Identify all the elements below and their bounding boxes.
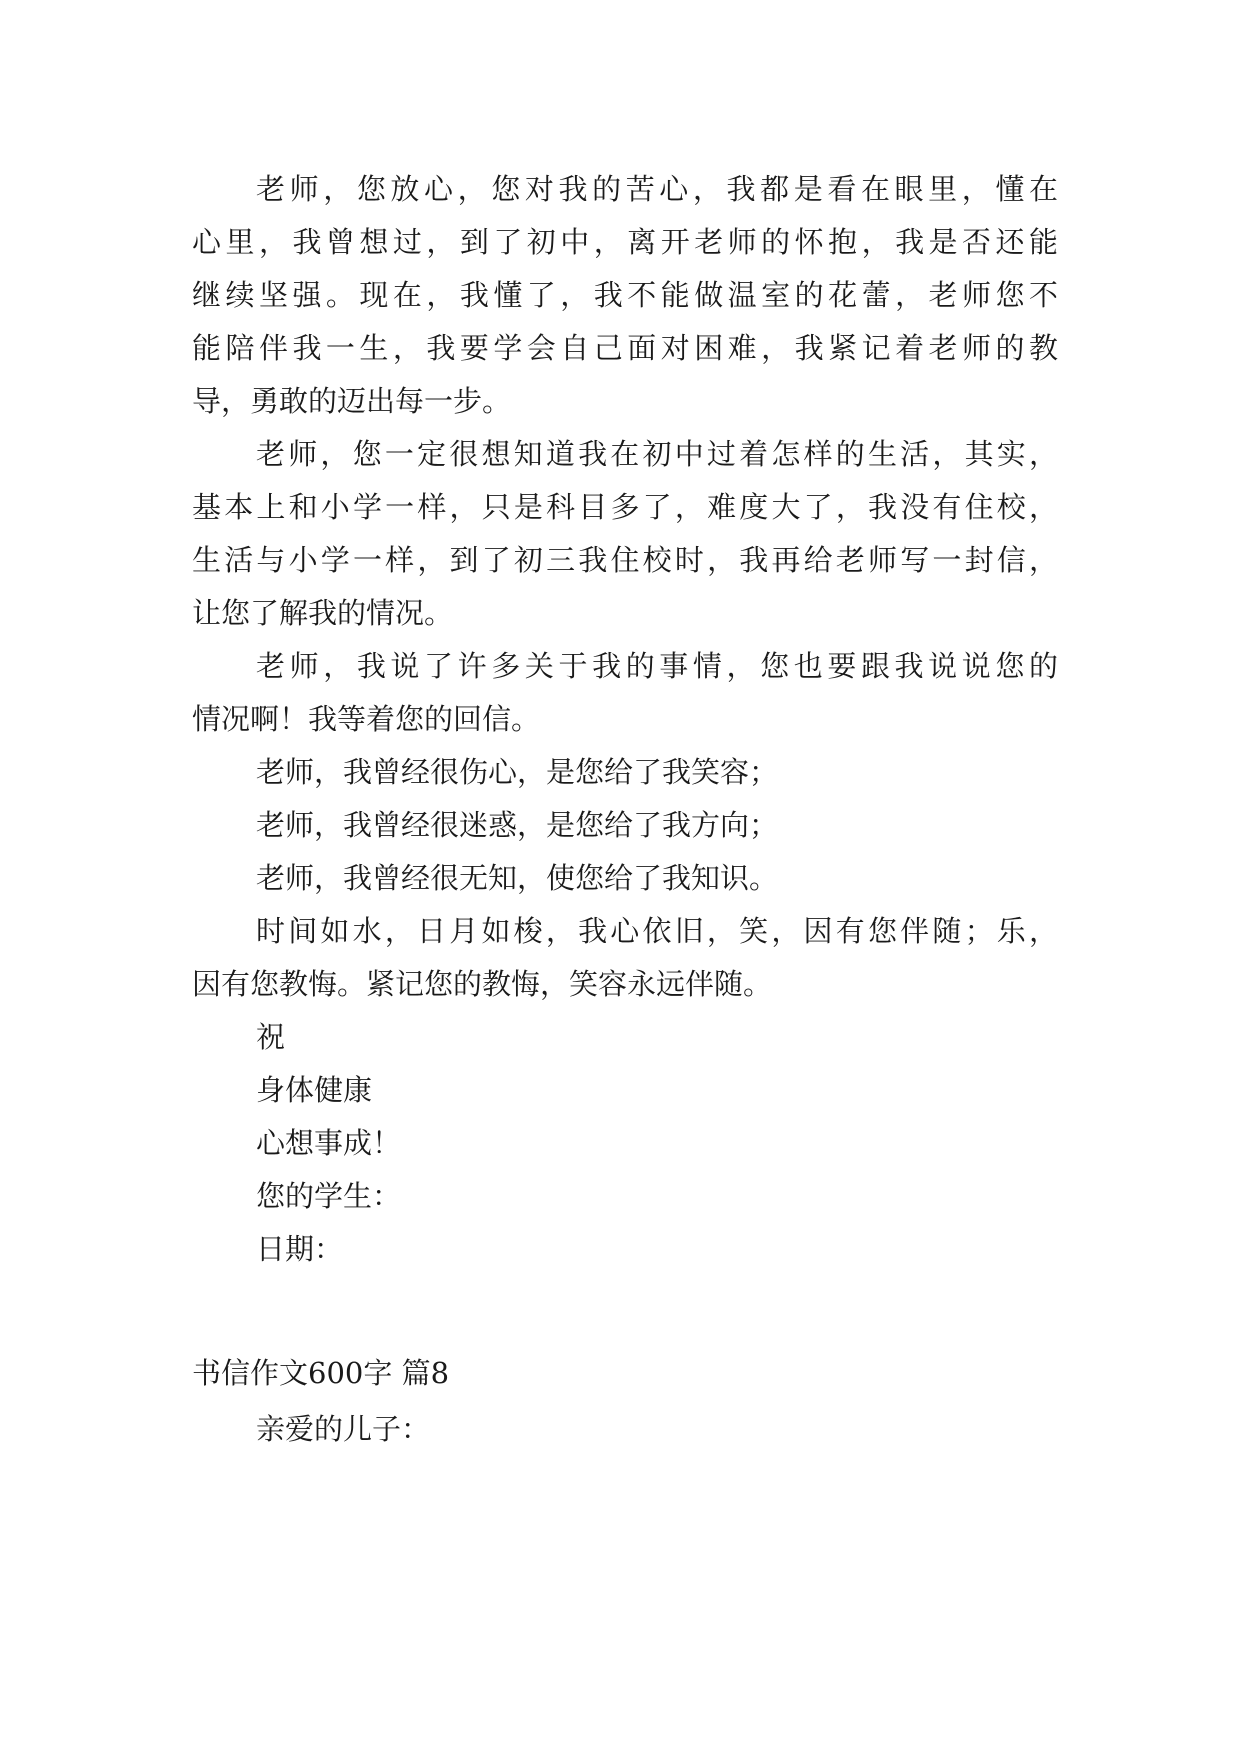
closing-line-2: 心想事成！ [256,1126,402,1160]
paragraph-2-line-1: 老师，您一定很想知道我在初中过着怎样的生活，其实， [256,437,1058,471]
closing-wish: 祝 [256,1020,286,1054]
paragraph-1-line-2: 心里，我曾想过，到了初中，离开老师的怀抱，我是否还能 [192,225,1058,259]
salutation: 亲爱的儿子： [256,1412,431,1446]
signature-date: 日期： [256,1232,344,1266]
paragraph-4-line-2: 因有您教悔。紧记您的教悔，笑容永远伴随。 [192,967,773,1001]
paragraph-3-line-2: 情况啊！我等着您的回信。 [192,702,541,736]
verse-line-1: 老师，我曾经很伤心，是您给了我笑容； [256,755,779,789]
paragraph-2-line-3: 生活与小学一样，到了初三我住校时，我再给老师写一封信， [192,543,1058,577]
signature-student: 您的学生： [256,1179,402,1213]
verse-line-3: 老师，我曾经很无知，使您给了我知识。 [256,861,779,895]
paragraph-4-line-1: 时间如水，日月如梭，我心依旧，笑，因有您伴随；乐， [256,914,1058,948]
paragraph-3-line-1: 老师，我说了许多关于我的事情，您也要跟我说说您的 [256,649,1058,683]
verse-line-2: 老师，我曾经很迷惑，是您给了我方向； [256,808,779,842]
paragraph-1-line-1: 老师，您放心，您对我的苦心，我都是看在眼里，懂在 [256,172,1058,206]
paragraph-1-line-3: 继续坚强。现在，我懂了，我不能做温室的花蕾，老师您不 [192,278,1058,312]
closing-line-1: 身体健康 [256,1073,373,1107]
paragraph-1-line-4: 能陪伴我一生，我要学会自己面对困难，我紧记着老师的教 [192,331,1058,365]
section-heading: 书信作文600字 篇8 [192,1356,450,1390]
paragraph-2-line-4: 让您了解我的情况。 [192,596,454,630]
paragraph-2-line-2: 基本上和小学一样，只是科目多了，难度大了，我没有住校， [192,490,1058,524]
paragraph-1-line-5: 导，勇敢的迈出每一步。 [192,384,512,418]
